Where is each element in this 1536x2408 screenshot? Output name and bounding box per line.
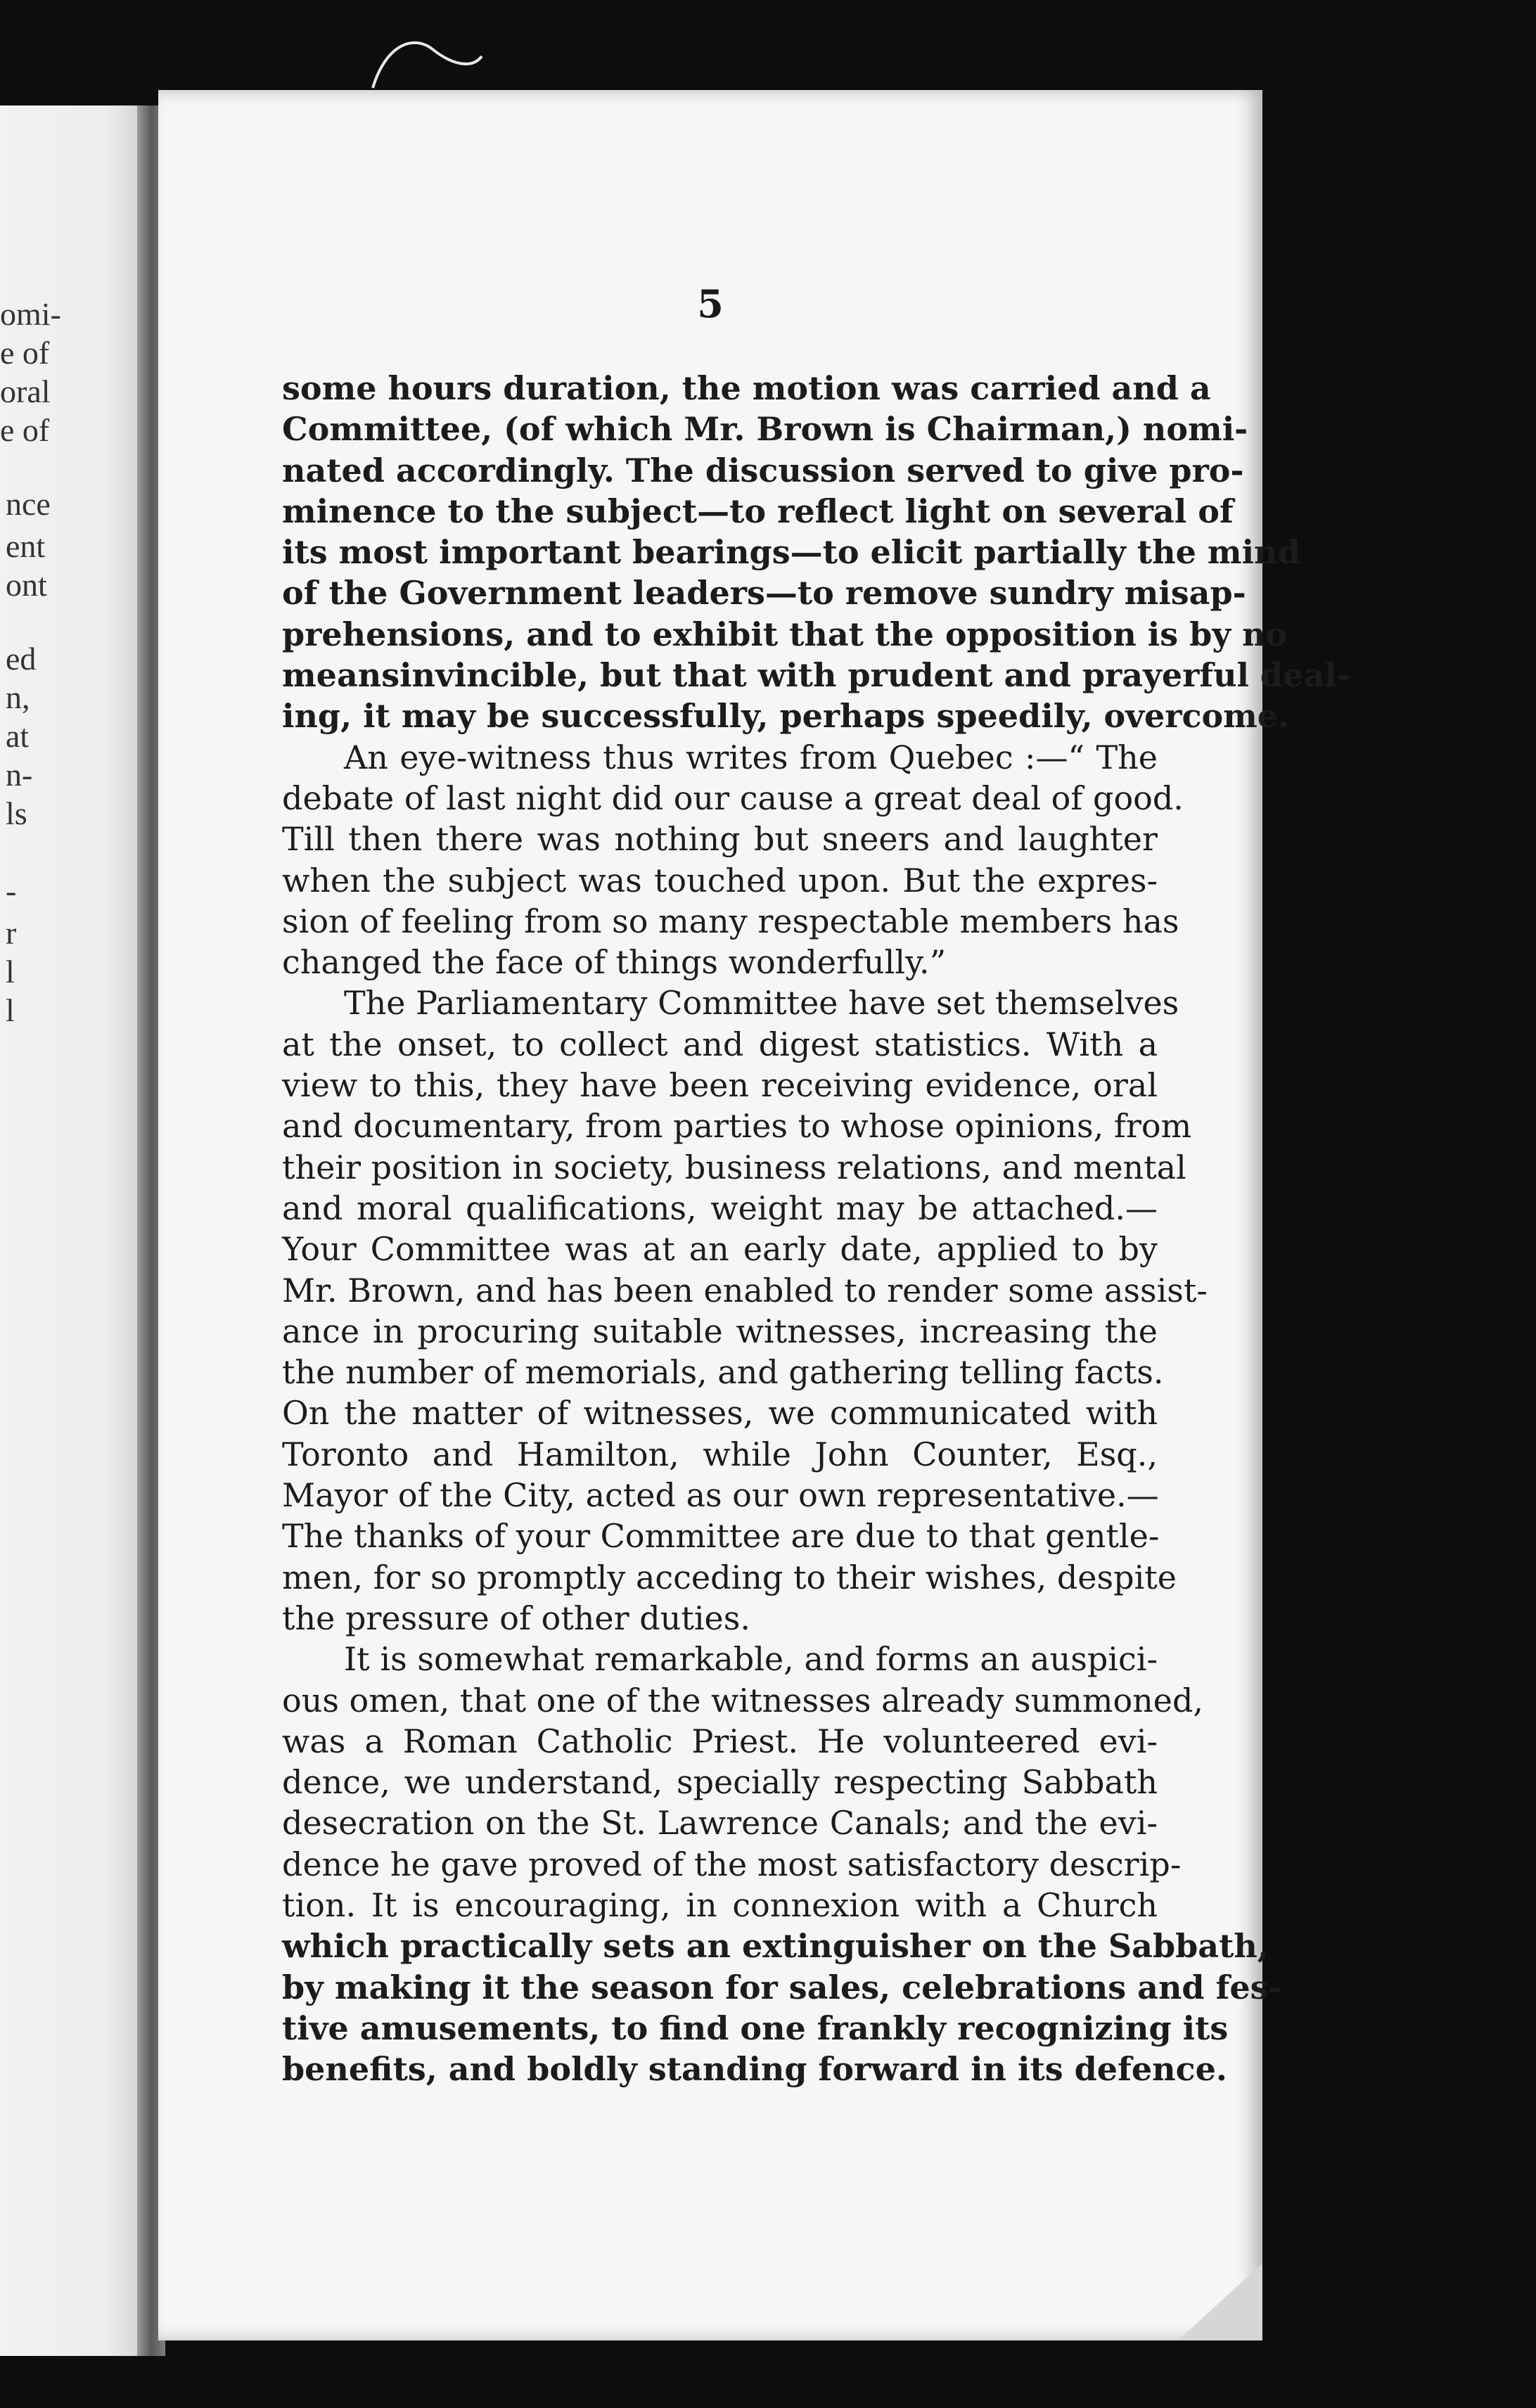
page-corner <box>1178 2263 1262 2340</box>
text-line: tion. It is encouraging, in connexion with a Church <box>282 1885 1158 1924</box>
text-line: Mr. Brown, and has been enabled to render some assist- <box>282 1271 1208 1309</box>
facing-page-fragment: nce <box>6 486 51 522</box>
text-line: debate of last night did our cause a great deal of good. <box>282 779 1184 817</box>
facing-page-fragment: oral <box>0 373 51 409</box>
facing-page-strip <box>0 105 151 2356</box>
text-line: ous omen, that one of the witnesses already summoned, <box>282 1681 1204 1719</box>
book-page <box>158 90 1350 2340</box>
facing-page-fragment: l <box>6 954 15 990</box>
text-line: some hours duration, the motion was carried and a <box>282 369 1211 407</box>
facing-page-fragment: n, <box>6 679 30 715</box>
facing-page-fragment: r <box>6 915 17 951</box>
text-line: tive amusements, to find one frankly recognizing its <box>282 2009 1229 2047</box>
text-line: On the matter of witnesses, we communicated with <box>282 1394 1158 1433</box>
text-line: Your Committee was at an early date, applied to by <box>282 1230 1158 1269</box>
text-line: their position in society, business relations, and mental <box>282 1148 1186 1186</box>
text-line: men, for so promptly acceding to their wishes, despite <box>282 1558 1177 1596</box>
text-line: prehensions, and to exhibit that the opposition is by no <box>282 615 1288 653</box>
text-line: at the onset, to collect and digest statistics. With a <box>282 1025 1158 1063</box>
facing-page-fragment: ent <box>6 528 46 564</box>
text-line: by making it the season for sales, celebrations and fes- <box>282 1968 1282 2006</box>
text-line: dence he gave proved of the most satisfactory descrip- <box>282 1845 1182 1883</box>
text-line: meansinvincible, but that with prudent and prayerful deal- <box>282 656 1350 695</box>
text-line: It is somewhat remarkable, and forms an auspici- <box>344 1640 1158 1679</box>
text-line: its most important bearings—to elicit partially the mind <box>282 533 1300 572</box>
text-line: the number of memorials, and gathering telling facts. <box>282 1353 1164 1392</box>
text-line: desecration on the St. Lawrence Canals; and the evi- <box>282 1804 1158 1843</box>
text-line: of the Government leaders—to remove sundry misap- <box>282 574 1246 613</box>
text-line: was a Roman Catholic Priest. He volunteered evi- <box>282 1722 1158 1760</box>
facing-page-fragment: n- <box>6 757 33 793</box>
text-line: view to this, they have been receiving evidence, oral <box>282 1066 1158 1105</box>
facing-page-fragment: at <box>6 718 30 754</box>
body-text <box>282 368 1350 2089</box>
facing-page-fragment: l <box>6 992 15 1028</box>
facing-page-fragment: e of <box>0 412 50 448</box>
facing-page-fragment: omi- <box>0 296 61 332</box>
text-line: benefits, and boldly standing forward in its defence. <box>282 2050 1227 2089</box>
facing-page-fragment: ont <box>6 567 47 603</box>
facing-page-fragment: ls <box>6 795 27 831</box>
text-line: the pressure of other duties. <box>282 1599 750 1637</box>
text-line: and documentary, from parties to whose opinions, from <box>282 1107 1192 1146</box>
text-line: Toronto and Hamilton, while John Counter, Esq., <box>282 1435 1158 1473</box>
text-line: minence to the subject—to reflect light on several of <box>282 492 1234 530</box>
text-line: when the subject was touched upon. But the expres- <box>282 861 1158 899</box>
text-line: The Parliamentary Committee have set themselves <box>344 984 1179 1023</box>
text-line: changed the face of things wonderfully.” <box>282 943 947 982</box>
text-line: An eye-witness thus writes from Quebec :—“ The <box>344 738 1158 776</box>
text-line: nated accordingly. The discussion served to give pro- <box>282 451 1244 489</box>
page-number: 5 <box>697 281 724 326</box>
text-line: which practically sets an extinguisher on the Sabbath, <box>282 1927 1269 1966</box>
text-line: Committee, (of which Mr. Brown is Chairman,) nomi- <box>282 410 1248 449</box>
text-line: dence, we understand, specially respecting Sabbath <box>282 1763 1158 1802</box>
text-line: Till then there was nothing but sneers and laughter <box>282 820 1158 859</box>
facing-page-fragment: e of <box>0 335 50 371</box>
text-line: ing, it may be successfully, perhaps speedily, overcome. <box>282 697 1290 736</box>
text-line: sion of feeling from so many respectable members has <box>282 902 1179 940</box>
thread-mark <box>366 28 485 91</box>
text-line: Mayor of the City, acted as our own representative.— <box>282 1476 1159 1515</box>
text-line: The thanks of your Committee are due to that gentle- <box>282 1517 1160 1556</box>
text-line: ance in procuring suitable witnesses, increasing the <box>282 1312 1158 1350</box>
facing-page-fragment: - <box>6 873 17 909</box>
text-line: and moral qualifications, weight may be attached.— <box>282 1189 1158 1227</box>
facing-page-fragment: ed <box>6 641 37 677</box>
